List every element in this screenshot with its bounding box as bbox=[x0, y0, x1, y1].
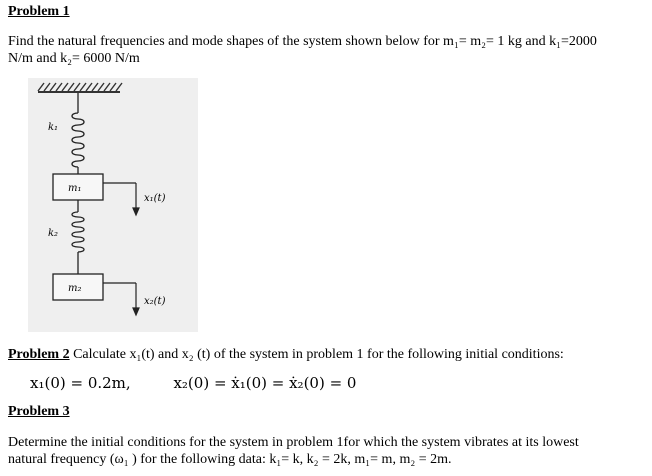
initial-conditions bbox=[30, 374, 356, 392]
ceiling-support bbox=[38, 83, 122, 92]
problem3-title: Problem 3 bbox=[8, 404, 70, 419]
x2-arrow bbox=[103, 283, 139, 315]
x1-label: x₁(t) bbox=[144, 193, 166, 204]
k1-label: k₁ bbox=[48, 122, 59, 133]
spring-k1 bbox=[72, 93, 84, 174]
x2-label: x₂(t) bbox=[144, 296, 166, 307]
x1-arrow bbox=[103, 183, 139, 215]
problem1-text-line1: Find the natural frequencies and mode shapes of the system shown below for m₁= m₂= 1 kg and k₁=2000 bbox=[8, 34, 597, 49]
problem2-text: Calculate x₁(t) and x₂ (t) of the system in problem 1 for the following initial conditions: bbox=[69, 347, 564, 362]
problem1-text-line2: N/m and k₂= 6000 N/m bbox=[8, 51, 140, 66]
spring-k2 bbox=[72, 200, 84, 274]
problem2-title: Problem 2 bbox=[8, 347, 70, 362]
problem3-text-line1: Determine the initial conditions for the system in problem 1for which the system vibrates at its lowest bbox=[8, 435, 579, 450]
spring-mass-figure bbox=[28, 78, 198, 332]
problem1-title: Problem 1 bbox=[8, 4, 70, 19]
equation-x1: x₁(0) = 0.2m, bbox=[30, 374, 131, 392]
problem2-paragraph bbox=[8, 346, 564, 363]
m2-label: m₂ bbox=[68, 283, 82, 294]
problem3-text-line2: natural frequency (ω₁ ) for the following data: k₁= k, k₂ = 2k, m₁= m, m₂ = 2m. bbox=[8, 452, 452, 467]
k2-label: k₂ bbox=[48, 228, 59, 239]
equation-x2: x₂(0) = ẋ₁(0) = ẋ₂(0) = 0 bbox=[173, 374, 357, 392]
m1-label: m₁ bbox=[68, 183, 82, 194]
